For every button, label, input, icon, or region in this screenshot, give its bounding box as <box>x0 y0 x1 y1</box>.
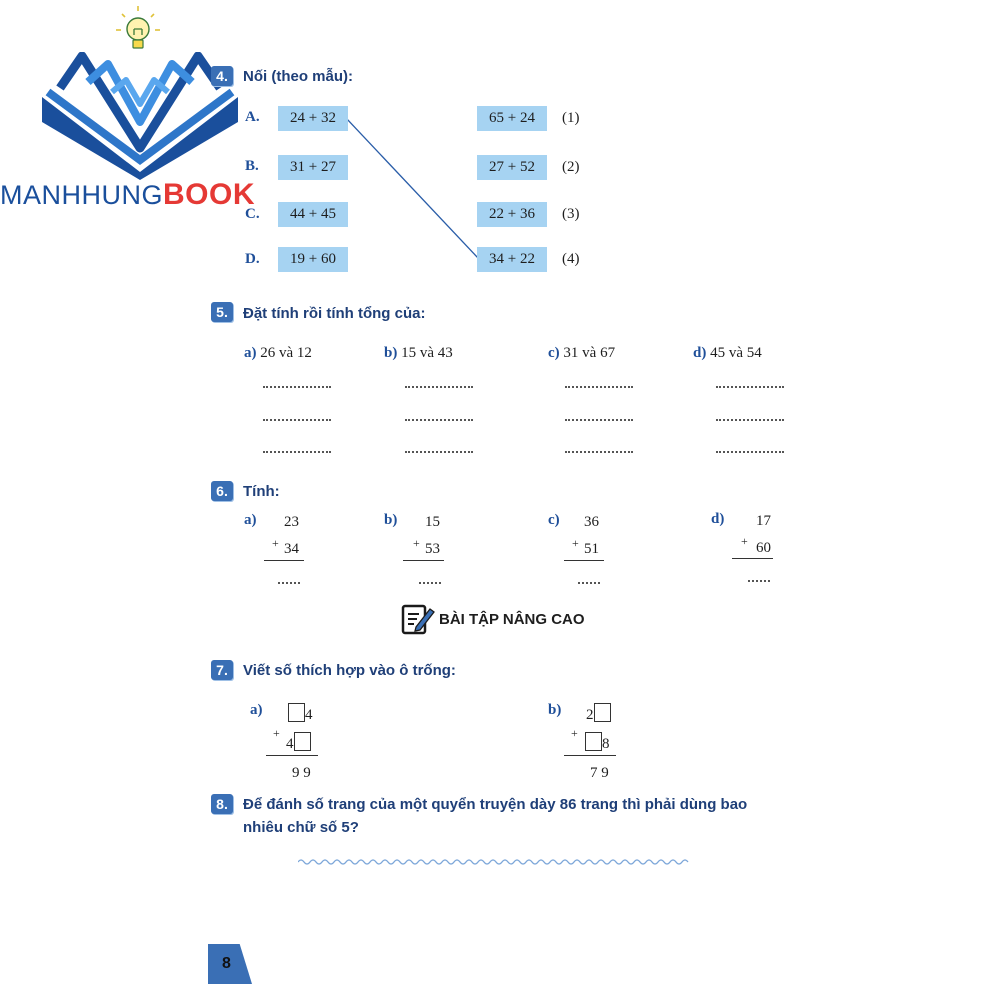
ex6-problem-d <box>711 511 781 591</box>
ex6-rule-b <box>403 560 444 561</box>
ex6-rule-c <box>564 560 604 561</box>
ex4-left-expr-b[interactable]: 31 + 27 <box>278 155 348 180</box>
page-number: 8 <box>222 955 231 972</box>
ex7-top-row-a <box>288 703 313 724</box>
ex6-bottom-c: 51 <box>584 541 599 557</box>
ex6-result-d[interactable] <box>748 580 770 582</box>
ex5-answer-line[interactable] <box>716 386 784 388</box>
ex7-bottom-digit-b: 8 <box>602 736 610 752</box>
ex4-letter-b: B. <box>245 158 259 174</box>
ex6-label-c: c) <box>548 512 560 528</box>
ex6-label-a: a) <box>244 512 257 528</box>
ex7-bottom-row-b <box>585 732 610 753</box>
ex6-title: Tính: <box>243 483 280 500</box>
ex7-label-b: b) <box>548 702 562 718</box>
ex6-problem-a <box>244 512 314 592</box>
ex5-answer-line[interactable] <box>263 419 331 421</box>
ex5-text-b: 15 và 43 <box>401 345 453 361</box>
ex5-text-a: 26 và 12 <box>260 345 312 361</box>
ex7-badge: 7. <box>211 660 233 680</box>
ex7-result-b: 7 9 <box>590 765 609 781</box>
ex6-result-b[interactable] <box>419 582 441 584</box>
ex6-op-a: + <box>272 536 279 550</box>
ex4-num-1: (1) <box>562 110 580 126</box>
ex7-op-a: + <box>273 726 280 740</box>
ex7-op-b: + <box>571 726 578 740</box>
ex6-rule-a <box>264 560 304 561</box>
ex7-blank-box[interactable] <box>585 732 602 751</box>
ex4-title: Nối (theo mẫu): <box>243 68 353 85</box>
ex7-blank-box[interactable] <box>288 703 305 722</box>
ex6-result-c[interactable] <box>578 582 600 584</box>
advanced-section-heading <box>401 603 585 635</box>
ex5-problem-c <box>548 345 615 362</box>
ex5-answer-line[interactable] <box>405 386 473 388</box>
ex7-rule-b <box>564 755 616 756</box>
ex6-bottom-d: 60 <box>756 540 771 556</box>
ex7-blank-box[interactable] <box>594 703 611 722</box>
ex5-label-b: b) <box>384 345 398 361</box>
ex5-label-c: c) <box>548 345 560 361</box>
ex5-text-d: 45 và 54 <box>710 345 762 361</box>
ex6-rule-d <box>732 558 773 559</box>
answer-wave-line <box>298 855 690 869</box>
ex4-left-expr-a[interactable]: 24 + 32 <box>278 106 348 131</box>
ex4-letter-a: A. <box>245 109 260 125</box>
ex6-top-b: 15 <box>425 514 440 530</box>
pencil-notepad-icon <box>401 603 435 635</box>
ex7-bottom-row-a <box>286 732 311 753</box>
ex4-left-expr-c[interactable]: 44 + 45 <box>278 202 348 227</box>
advanced-title: BÀI TẬP NÂNG CAO <box>439 610 585 628</box>
brand-suffix: BOOK <box>163 178 255 211</box>
ex8-text-line-2: nhiêu chữ số 5? <box>243 819 359 836</box>
ex7-label-a: a) <box>250 702 263 718</box>
ex5-title: Đặt tính rồi tính tổng của: <box>243 305 426 322</box>
ex6-result-a[interactable] <box>278 582 300 584</box>
ex5-label-a: a) <box>244 345 257 361</box>
ex4-num-2: (2) <box>562 159 580 175</box>
ex5-answer-line[interactable] <box>565 386 633 388</box>
ex4-right-expr-4[interactable]: 34 + 22 <box>477 247 547 272</box>
ex4-letter-d: D. <box>245 251 260 267</box>
ex6-op-b: + <box>413 536 420 550</box>
ex4-badge: 4. <box>211 66 233 86</box>
ex5-answer-line[interactable] <box>263 451 331 453</box>
ex6-op-d: + <box>741 534 748 548</box>
ex7-bottom-digit-a: 4 <box>286 736 294 752</box>
ex8-badge: 8. <box>211 794 233 814</box>
ex4-letter-c: C. <box>245 206 260 222</box>
ex6-op-c: + <box>572 536 579 550</box>
ex7-top-row-b <box>586 703 611 724</box>
ex5-problem-a <box>244 345 312 362</box>
ex7-result-a: 9 9 <box>292 765 311 781</box>
ex5-badge: 5. <box>211 302 233 322</box>
ex5-answer-line[interactable] <box>565 419 633 421</box>
ex5-answer-line[interactable] <box>263 386 331 388</box>
ex6-top-a: 23 <box>284 514 299 530</box>
ex4-right-expr-1[interactable]: 65 + 24 <box>477 106 547 131</box>
ex8-text-line-1: Để đánh số trang của một quyển truyện dày 86 trang thì phải dùng bao <box>243 796 748 813</box>
ex7-blank-box[interactable] <box>294 732 311 751</box>
brand-prefix: MANHHUNG <box>0 180 163 210</box>
ex7-problem-a <box>250 700 350 790</box>
ex6-top-d: 17 <box>756 513 771 529</box>
ex4-right-expr-2[interactable]: 27 + 52 <box>477 155 547 180</box>
ex4-num-3: (3) <box>562 206 580 222</box>
ex6-problem-c <box>548 512 618 592</box>
ex6-bottom-b: 53 <box>425 541 440 557</box>
ex4-right-expr-3[interactable]: 22 + 36 <box>477 202 547 227</box>
ex6-badge: 6. <box>211 481 233 501</box>
ex5-answer-line[interactable] <box>405 419 473 421</box>
ex7-top-digit-a: 4 <box>305 707 313 723</box>
ex6-problem-b <box>384 512 454 592</box>
ex6-label-d: d) <box>711 511 725 527</box>
ex7-rule-a <box>266 755 318 756</box>
ex5-problem-b <box>384 345 453 362</box>
ex5-problem-d <box>693 345 762 362</box>
ex7-problem-b <box>548 700 648 790</box>
ex5-label-d: d) <box>693 345 707 361</box>
ex5-answer-line[interactable] <box>716 419 784 421</box>
ex5-answer-line[interactable] <box>716 451 784 453</box>
ex5-answer-line[interactable] <box>565 451 633 453</box>
ex4-num-4: (4) <box>562 251 580 267</box>
ex6-top-c: 36 <box>584 514 599 530</box>
ex6-label-b: b) <box>384 512 398 528</box>
ex7-top-digit-b: 2 <box>586 707 594 723</box>
ex6-bottom-a: 34 <box>284 541 299 557</box>
ex7-title: Viết số thích hợp vào ô trống: <box>243 662 456 679</box>
ex5-answer-line[interactable] <box>405 451 473 453</box>
ex4-left-expr-d[interactable]: 19 + 60 <box>278 247 348 272</box>
ex5-text-c: 31 và 67 <box>563 345 616 361</box>
